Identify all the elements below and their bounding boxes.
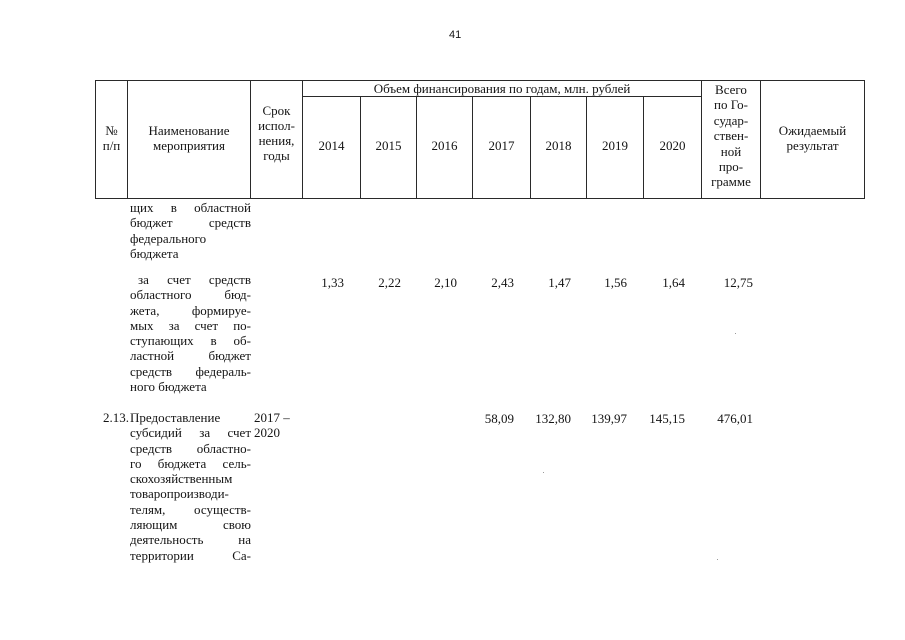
name-line: бюджета	[130, 245, 179, 261]
header-num	[96, 123, 127, 153]
continuation-name	[130, 200, 251, 261]
header-year-2015: 2015	[375, 138, 402, 153]
name-line: щих в областной	[130, 200, 251, 215]
header-period-line: нения,	[258, 133, 295, 148]
name-line: мых за счет по-	[130, 317, 251, 333]
header-result	[761, 123, 864, 153]
header-total-line: Всего	[715, 82, 747, 97]
header-period	[251, 103, 302, 163]
name-line: федерального	[130, 230, 207, 246]
period-line: 2020	[254, 425, 280, 441]
name-line: ляющим свою	[130, 517, 251, 533]
name-line: деятельность на	[130, 532, 251, 548]
name-line: субсидий за счет	[130, 425, 251, 441]
header-period-line: годы	[263, 148, 290, 163]
name-line: средств федераль-	[130, 363, 251, 379]
name-line: бюджет средств	[130, 215, 251, 231]
header-year-2020: 2020	[659, 138, 686, 153]
header-total	[702, 82, 760, 190]
header-total-line: про-	[718, 159, 744, 175]
header-year-2016: 2016	[431, 138, 458, 153]
header-num-line: №	[105, 123, 118, 138]
sub-row-value-2020: 1,64	[662, 275, 685, 290]
header-name-line: мероприятия	[152, 138, 225, 153]
name-line: жета, формируе-	[130, 302, 251, 318]
sub-row-name	[130, 272, 251, 394]
header-funding-title: Объем финансирования по годам, млн. рублей	[373, 81, 631, 96]
name-line: областного бюд-	[130, 287, 251, 303]
scan-speck	[717, 559, 718, 560]
sub-row-value-2015: 2,22	[378, 275, 401, 290]
header-total-line: грамме	[711, 174, 751, 190]
row-2-13-value-2017: 58,09	[484, 411, 514, 426]
name-line: скохозяйственным	[130, 471, 233, 487]
header-name-line: Наименование	[148, 123, 230, 138]
row-2-13-value-2019: 139,97	[591, 411, 627, 426]
name-line: товаропроизводи-	[130, 486, 229, 502]
name-line: ластной бюджет	[130, 348, 251, 364]
scan-speck	[543, 472, 544, 473]
row-2-13-total: 476,01	[717, 411, 753, 426]
name-line: средств областно-	[130, 440, 251, 456]
header-total-line: ной	[720, 143, 742, 159]
header-total-line: по Го-	[714, 97, 748, 113]
sub-row-value-2014: 1,33	[321, 275, 344, 290]
name-line: го бюджета сель-	[130, 455, 251, 471]
header-year-2018: 2018	[545, 138, 572, 153]
sub-row-value-2018: 1,47	[548, 275, 571, 290]
sub-row-value-2016: 2,10	[434, 275, 457, 290]
period-line: 2017 –	[254, 410, 290, 425]
header-total-line: ствен-	[713, 128, 749, 144]
header-year-2017: 2017	[488, 138, 515, 153]
name-line: территории Са-	[130, 547, 251, 563]
scan-speck	[735, 333, 736, 334]
header-year-2019: 2019	[602, 138, 628, 153]
name-line: Предоставление	[130, 410, 221, 425]
sub-row-value-2017: 2,43	[491, 275, 514, 290]
header-result-line: результат	[786, 138, 839, 153]
sub-row-value-2019: 1,56	[604, 275, 627, 290]
header-name	[128, 123, 250, 153]
row-2-13-name	[130, 410, 251, 563]
header-result-line: Ожидаемый	[778, 123, 847, 138]
row-2-13-value-2018: 132,80	[535, 411, 571, 426]
row-2-13-number: 2.13.	[103, 410, 129, 425]
name-line: ступающих в об-	[130, 333, 251, 349]
sub-row-total: 12,75	[723, 275, 753, 290]
name-line: за счет средств	[138, 272, 251, 287]
header-total-line: судар-	[713, 112, 749, 128]
header-year-2014: 2014	[318, 138, 345, 153]
page-number: 41	[449, 29, 462, 41]
header-num-line: п/п	[102, 138, 121, 153]
name-line: ного бюджета	[130, 379, 207, 395]
header-period-line: Срок	[262, 103, 291, 118]
row-2-13-period	[254, 410, 304, 441]
name-line: телям, осуществ-	[130, 501, 251, 517]
row-2-13-value-2020: 145,15	[649, 411, 685, 426]
header-period-line: испол-	[258, 118, 295, 133]
